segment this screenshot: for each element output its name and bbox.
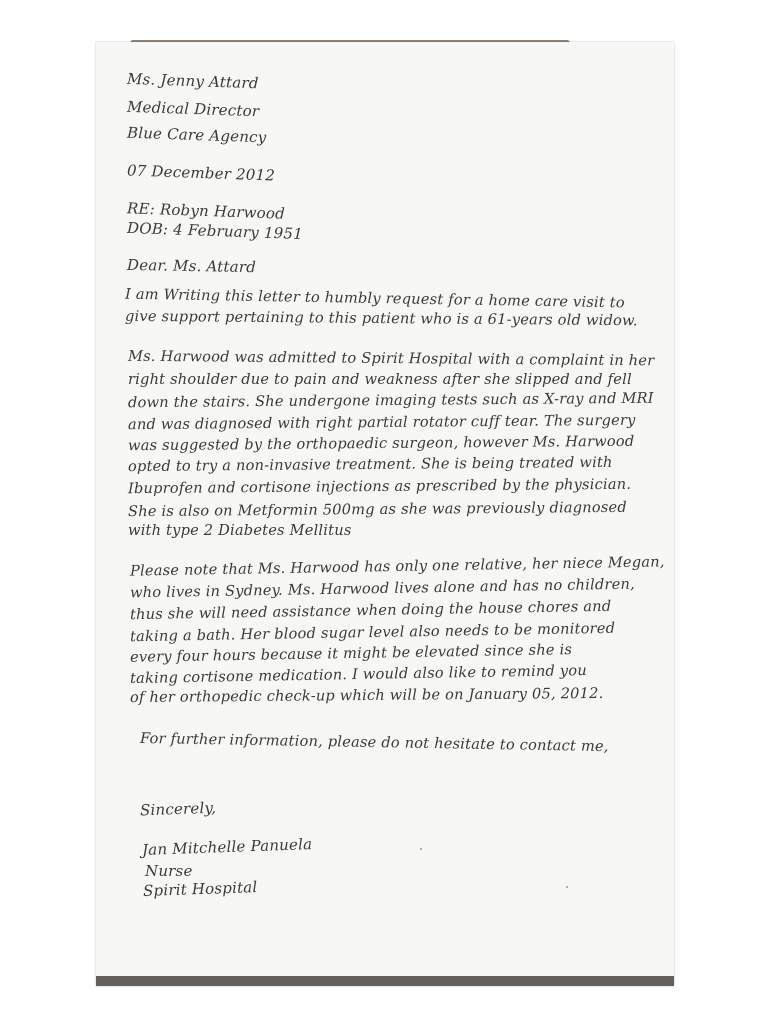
- paragraph-3-line: taking cortisone medication. I would also like to remind you: [129, 662, 588, 687]
- signature-organization: Spirit Hospital: [142, 878, 258, 900]
- paragraph-2-line: opted to try a non-invasive treatment. She is being treated with: [127, 453, 613, 476]
- salutation: Dear. Ms. Attard: [126, 255, 257, 277]
- recipient-title: Medical Director: [126, 97, 260, 121]
- paper-speck: [420, 848, 422, 850]
- paragraph-3-line: Please note that Ms. Harwood has only one relative, her niece Megan,: [129, 553, 665, 580]
- paragraph-2-line: down the stairs. She undergone imaging tests such as X-ray and MRI: [127, 389, 654, 412]
- paragraph-1-line: I am Writing this letter to humbly request for a home care visit to: [124, 285, 625, 312]
- paragraph-3-line: every four hours because it might be elevated since she is: [129, 641, 573, 666]
- paragraph-2-line: was suggested by the orthopaedic surgeon, however Ms. Harwood: [127, 432, 635, 455]
- paragraph-3-line: of her orthopedic check-up which will be on January 05, 2012.: [129, 684, 604, 707]
- recipient-name: Ms. Jenny Attard: [126, 69, 259, 93]
- paragraph-2-line: She is also on Metformin 500mg as she was previously diagnosed: [127, 498, 627, 521]
- letter-date: 07 December 2012: [126, 161, 276, 185]
- paragraph-2-line: with type 2 Diabetes Mellitus: [128, 522, 352, 539]
- paragraph-2-line: right shoulder due to pain and weakness after she slipped and fell: [128, 371, 632, 388]
- paragraph-3-line: who lives in Sydney. Ms. Harwood lives alone and has no children,: [129, 575, 636, 602]
- closing: Sincerely,: [139, 798, 217, 820]
- paragraph-2-line: and was diagnosed with right partial rotator cuff tear. The surgery: [127, 411, 636, 434]
- paragraph-3-line: thus she will need assistance when doing the house chores and: [129, 597, 612, 624]
- re-line: RE: Robyn Harwood: [126, 199, 286, 223]
- paragraph-2-line: Ms. Harwood was admitted to Spirit Hospital with a complaint in her: [127, 347, 655, 370]
- paragraph-4-line: For further information, please do not hesitate to contact me,: [139, 729, 609, 756]
- paper-bottom-edge-shadow: [96, 976, 674, 986]
- dob-line: DOB: 4 February 1951: [126, 218, 304, 244]
- paragraph-2-line: Ibuprofen and cortisone injections as prescribed by the physician.: [127, 475, 632, 498]
- recipient-organization: Blue Care Agency: [126, 123, 267, 147]
- signature-role: Nurse: [145, 862, 193, 880]
- paragraph-3-line: taking a bath. Her blood sugar level also needs to be monitored: [129, 619, 616, 646]
- signature-name: Jan Mitchelle Panuela: [141, 835, 313, 859]
- paragraph-1-line: give support pertaining to this patient who is a 61-years old widow.: [124, 307, 638, 330]
- paper-speck: [566, 886, 568, 888]
